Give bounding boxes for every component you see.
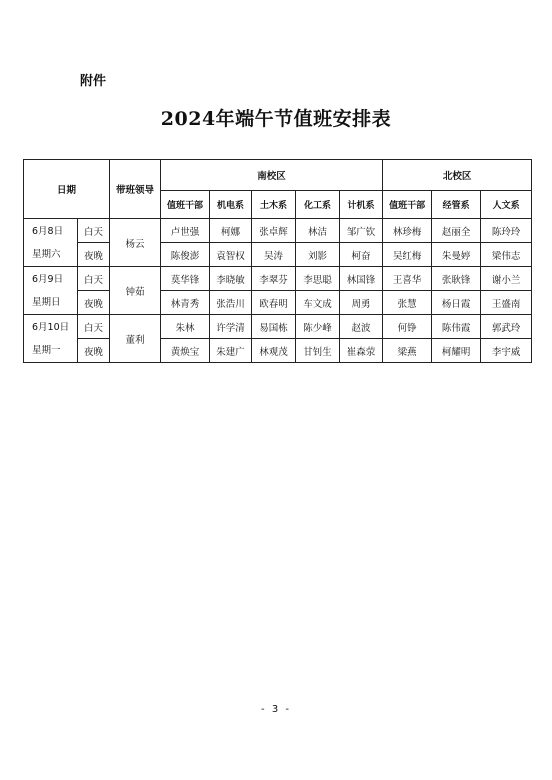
attachment-label: 附件 <box>80 74 107 89</box>
south-duty-name: 刘影 <box>296 243 340 267</box>
north-duty-name: 柯耀明 <box>432 339 481 363</box>
north-duty-name: 李宇威 <box>481 339 532 363</box>
header-computer: 计机系 <box>340 191 383 219</box>
table-row <box>24 219 532 243</box>
weekday-value: 星期六 <box>32 248 61 260</box>
north-duty-name: 谢小兰 <box>481 267 532 291</box>
north-duty-name: 郭武玲 <box>481 315 532 339</box>
header-civil: 土木系 <box>252 191 296 219</box>
date-cell <box>24 219 78 267</box>
leader-name: 董利 <box>110 315 161 363</box>
south-duty-name: 许学清 <box>210 315 252 339</box>
shift-period: 白天 <box>78 267 110 291</box>
leader-name: 钟茹 <box>110 267 161 315</box>
header-south-campus: 南校区 <box>161 160 383 191</box>
south-duty-name: 陈少峰 <box>296 315 340 339</box>
south-duty-name: 林青秀 <box>161 291 210 315</box>
date-cell <box>24 315 78 363</box>
shift-period: 夜晚 <box>78 339 110 363</box>
south-duty-name: 赵波 <box>340 315 383 339</box>
table-row <box>24 339 532 363</box>
table-row <box>24 291 532 315</box>
south-duty-name: 吴涛 <box>252 243 296 267</box>
header-humanities: 人文系 <box>481 191 532 219</box>
table-row <box>24 267 532 291</box>
south-duty-name: 李翠芬 <box>252 267 296 291</box>
south-duty-name: 车文成 <box>296 291 340 315</box>
header-chemical: 化工系 <box>296 191 340 219</box>
south-duty-name: 朱林 <box>161 315 210 339</box>
shift-period: 白天 <box>78 315 110 339</box>
north-duty-name: 梁燕 <box>383 339 432 363</box>
north-duty-name: 王盛南 <box>481 291 532 315</box>
north-duty-name: 王喜华 <box>383 267 432 291</box>
north-duty-name: 陈伟霞 <box>432 315 481 339</box>
header-north-duty-cadre: 值班干部 <box>383 191 432 219</box>
north-duty-name: 赵丽全 <box>432 219 481 243</box>
south-duty-name: 周勇 <box>340 291 383 315</box>
south-duty-name: 李思聪 <box>296 267 340 291</box>
date-cell <box>24 267 78 315</box>
south-duty-name: 易国栋 <box>252 315 296 339</box>
south-duty-name: 林国锋 <box>340 267 383 291</box>
north-duty-name: 陈玲玲 <box>481 219 532 243</box>
south-duty-name: 欧春明 <box>252 291 296 315</box>
date-value: 6月9日 <box>32 273 64 285</box>
table-row <box>24 315 532 339</box>
north-duty-name: 杨日霞 <box>432 291 481 315</box>
south-duty-name: 甘钊生 <box>296 339 340 363</box>
north-duty-name: 张耿锋 <box>432 267 481 291</box>
duty-schedule-table <box>23 159 532 363</box>
header-south-duty-cadre: 值班干部 <box>161 191 210 219</box>
south-duty-name: 袁智权 <box>210 243 252 267</box>
south-duty-name: 林观茂 <box>252 339 296 363</box>
south-duty-name: 林洁 <box>296 219 340 243</box>
south-duty-name: 陈俊澎 <box>161 243 210 267</box>
header-economics: 经管系 <box>432 191 481 219</box>
south-duty-name: 李晓敏 <box>210 267 252 291</box>
south-duty-name: 崔森荥 <box>340 339 383 363</box>
south-duty-name: 张卓辉 <box>252 219 296 243</box>
shift-period: 白天 <box>78 219 110 243</box>
south-duty-name: 邹广钦 <box>340 219 383 243</box>
header-row-campus <box>24 160 532 191</box>
table-body <box>24 160 532 363</box>
south-duty-name: 张浩川 <box>210 291 252 315</box>
north-duty-name: 何铮 <box>383 315 432 339</box>
header-north-campus: 北校区 <box>383 160 532 191</box>
north-duty-name: 朱曼婷 <box>432 243 481 267</box>
page-title: 2024年端午节值班安排表 <box>160 108 392 130</box>
header-mechatronics: 机电系 <box>210 191 252 219</box>
leader-name: 杨云 <box>110 219 161 267</box>
south-duty-name: 黄焕宝 <box>161 339 210 363</box>
header-date: 日期 <box>24 160 110 219</box>
shift-period: 夜晚 <box>78 291 110 315</box>
south-duty-name: 莫华锋 <box>161 267 210 291</box>
header-leader: 带班领导 <box>110 160 161 219</box>
date-value: 6月8日 <box>32 225 64 237</box>
south-duty-name: 卢世强 <box>161 219 210 243</box>
north-duty-name: 张慧 <box>383 291 432 315</box>
south-duty-name: 朱建广 <box>210 339 252 363</box>
south-duty-name: 柯奋 <box>340 243 383 267</box>
table-row <box>24 243 532 267</box>
page-number: - 3 - <box>261 704 291 715</box>
north-duty-name: 林珍梅 <box>383 219 432 243</box>
weekday-value: 星期日 <box>32 296 61 308</box>
north-duty-name: 梁伟志 <box>481 243 532 267</box>
south-duty-name: 柯娜 <box>210 219 252 243</box>
shift-period: 夜晚 <box>78 243 110 267</box>
date-value: 6月10日 <box>32 321 70 333</box>
weekday-value: 星期一 <box>32 344 61 356</box>
north-duty-name: 吴红梅 <box>383 243 432 267</box>
